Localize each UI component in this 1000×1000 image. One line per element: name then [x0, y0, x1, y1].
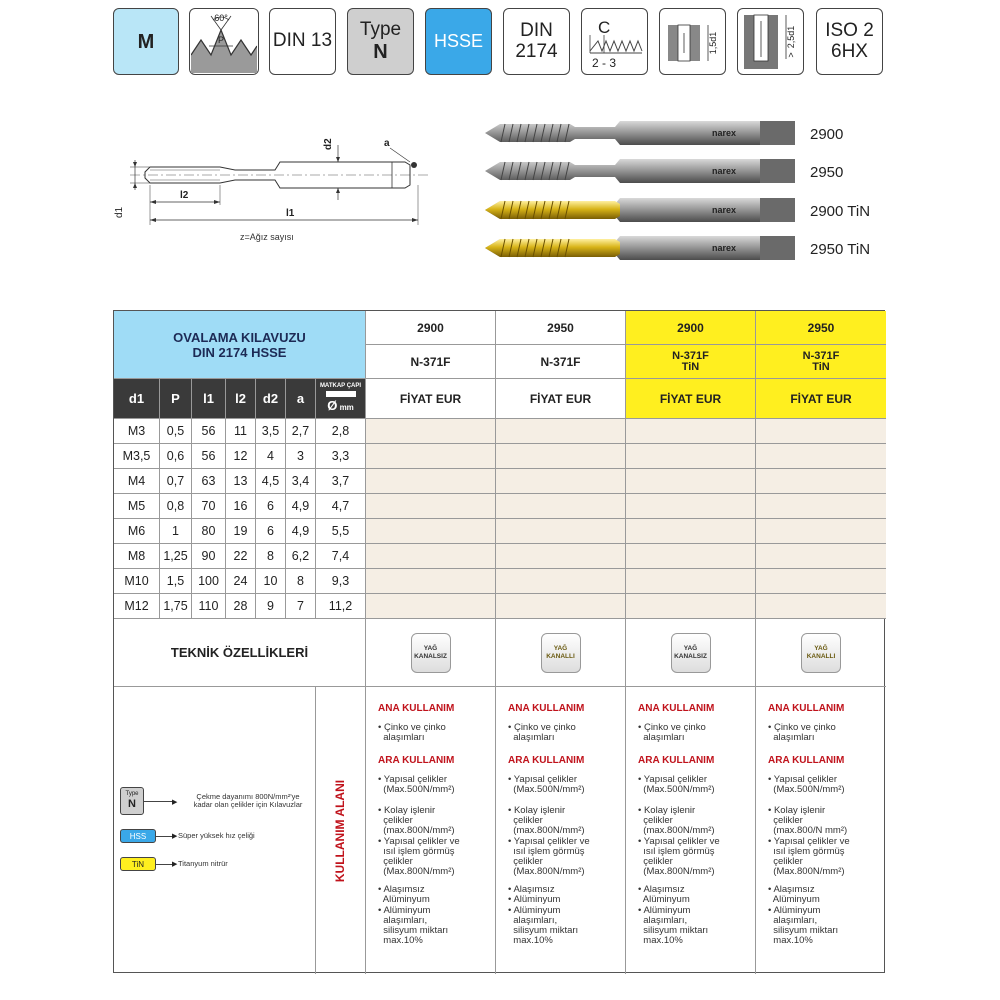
- tap-image-2900: [480, 117, 795, 149]
- row-4-drill: 5,5: [316, 519, 366, 544]
- usage-1-s5-line-1: alaşımları,: [508, 915, 558, 926]
- usage-1-s1-line-0: • Yapısal çelikler: [508, 774, 577, 785]
- usage-3-s4-line-0: • Alaşımsız: [768, 884, 815, 895]
- usage-3-s1-line-0: • Yapısal çelikler: [768, 774, 837, 785]
- table-title: [114, 311, 366, 379]
- usage-3-s3-line-0: • Yapısal çelikler ve: [768, 836, 850, 847]
- usage-1-s5-line-2: silisyum miktarı: [508, 925, 579, 936]
- prod-ref-2-code: N-371F: [672, 349, 709, 362]
- usage-1-s5-line-0: • Alüminyum: [508, 905, 561, 916]
- price-cell-3-0: [366, 494, 496, 519]
- legend-type-value: N: [128, 797, 136, 810]
- usage-2-s3-line-2: çelikler: [638, 856, 673, 867]
- chamfer-svg: [584, 11, 646, 73]
- legend-area: [114, 687, 316, 974]
- row-4-l1: 80: [192, 519, 226, 544]
- legend-type-text1: Çekme dayanımı 800N/mm²'ye: [196, 792, 300, 801]
- usage-1-sec_title: ARA KULLANIM: [508, 755, 585, 766]
- usage-area-label-cell: [316, 687, 366, 974]
- price-cell-4-2: [626, 519, 756, 544]
- price-cell-0-3: [756, 419, 886, 444]
- usage-1-s1-line-1: (Max.500N/mm²): [508, 784, 585, 795]
- usage-3-s2-line-0: • Kolay işlenir: [768, 805, 826, 816]
- legend-type-label: Type: [125, 791, 139, 797]
- drill-header: MATKAP ÇAPI: [319, 383, 362, 390]
- price-cell-5-3: [756, 544, 886, 569]
- prod-ref-2: [626, 345, 756, 379]
- usage-2-s2-line-1: çelikler: [638, 815, 673, 826]
- usage-2-s5-line-1: alaşımları,: [638, 915, 688, 926]
- usage-column-1: [496, 687, 626, 974]
- row-3-l2: 16: [226, 494, 256, 519]
- usage-0-s5-line-2: silisyum miktarı: [378, 925, 449, 936]
- usage-3-s1-line-1: (Max.500N/mm²): [768, 784, 845, 795]
- usage-2-s5-line-3: max.10%: [638, 935, 683, 946]
- col-d1: d1: [114, 379, 160, 419]
- oil-badge-3-line1: YAĞ: [814, 645, 828, 653]
- row-0-d1: M3: [114, 419, 160, 444]
- usage-0-main-line-1: alaşımları: [378, 732, 425, 743]
- row-7-d2: 9: [256, 594, 286, 619]
- oil-badge-cell-3: [756, 619, 886, 687]
- legend-arrow-3: ▶: [172, 861, 178, 868]
- usage-2-main-line-1: alaşımları: [638, 732, 685, 743]
- prod-ref-3: [756, 345, 886, 379]
- usage-1-s3-line-3: (Max.800N/mm²): [508, 866, 585, 877]
- price-cell-6-2: [626, 569, 756, 594]
- row-2-l2: 13: [226, 469, 256, 494]
- d2-dim-label: d2: [323, 138, 334, 150]
- oil-badge-1-line2: KANALLI: [546, 652, 575, 660]
- prod-code-0: 2900: [366, 311, 496, 345]
- prod-ref-3-code: N-371F: [802, 349, 840, 362]
- usage-1-s3-line-2: çelikler: [508, 856, 543, 867]
- metric-thread-icon: [113, 8, 179, 75]
- price-cell-2-1: [496, 469, 626, 494]
- drawing-caption: z=Ağız sayısı: [240, 232, 294, 242]
- row-2-p: 0,7: [160, 469, 192, 494]
- row-5-p: 1,25: [160, 544, 192, 569]
- price-cell-7-3: [756, 594, 886, 619]
- row-3-p: 0,8: [160, 494, 192, 519]
- usage-2-s3-line-3: (Max.800N/mm²): [638, 866, 715, 877]
- row-2-d1: M4: [114, 469, 160, 494]
- metric-label: M: [137, 30, 155, 53]
- col-l1: l1: [192, 379, 226, 419]
- legend-hss-box: HSS: [120, 829, 156, 843]
- blind-hole-icon: [737, 8, 804, 75]
- oil-badge-cell-1: [496, 619, 626, 687]
- price-cell-0-2: [626, 419, 756, 444]
- row-1-d1: M3,5: [114, 444, 160, 469]
- legend-type-text: [178, 793, 318, 809]
- usage-0-s3-line-1: ısıl işlem görmüş: [378, 846, 455, 857]
- type-label: Type: [359, 19, 402, 41]
- oil-badge-0-line2: KANALSIZ: [414, 652, 447, 660]
- price-cell-4-3: [756, 519, 886, 544]
- usage-1-main-line-0: • Çinko ve çinko: [508, 722, 576, 733]
- price-cell-6-0: [366, 569, 496, 594]
- usage-2-sec_title: ARA KULLANIM: [638, 755, 715, 766]
- price-cell-5-0: [366, 544, 496, 569]
- row-2-a: 3,4: [286, 469, 316, 494]
- row-0-p: 0,5: [160, 419, 192, 444]
- row-0-l1: 56: [192, 419, 226, 444]
- usage-1-s2-line-0: • Kolay işlenir: [508, 805, 566, 816]
- row-6-d1: M10: [114, 569, 160, 594]
- prod-code-1: 2950: [496, 311, 626, 345]
- usage-1-s2-line-2: (max.800N/mm²): [508, 825, 585, 836]
- row-2-d2: 4,5: [256, 469, 286, 494]
- usage-column-0: [366, 687, 496, 974]
- table-title-line2: DIN 2174 HSSE: [192, 344, 287, 360]
- usage-0-s5-line-3: max.10%: [378, 935, 423, 946]
- oil-badge-cell-2: [626, 619, 756, 687]
- through-hole-icon: [659, 8, 726, 75]
- pitch-label: P: [217, 35, 225, 45]
- drill-unit-row: Ø mm: [327, 398, 354, 414]
- usage-3-s4-line-1: Alüminyum: [768, 894, 820, 905]
- through-hole-svg: [662, 11, 724, 73]
- row-3-drill: 4,7: [316, 494, 366, 519]
- din13-label: DIN 13: [272, 30, 333, 52]
- row-1-d2: 4: [256, 444, 286, 469]
- a-dim-label: a: [384, 138, 390, 149]
- prod-ref-2-coat: TiN: [681, 360, 700, 373]
- legend-type-text2: kadar olan çelikler için Kılavuzlar: [193, 799, 303, 809]
- row-5-d2: 8: [256, 544, 286, 569]
- row-7-a: 7: [286, 594, 316, 619]
- blind-depth-label: 2,5d1: [785, 25, 796, 48]
- oil-badge-0: [411, 633, 451, 673]
- legend-tin-text: Titanyum nitrür: [178, 859, 228, 868]
- usage-2-s1-line-0: • Yapısal çelikler: [638, 774, 707, 785]
- oil-badge-1: [541, 633, 581, 673]
- usage-column-2: [626, 687, 756, 974]
- row-6-l1: 100: [192, 569, 226, 594]
- usage-2-s2-line-0: • Kolay işlenir: [638, 805, 696, 816]
- oil-badge-0-line1: YAĞ: [423, 645, 438, 653]
- row-7-l2: 28: [226, 594, 256, 619]
- price-cell-3-1: [496, 494, 626, 519]
- usage-3-s3-line-1: ısıl işlem görmüş: [768, 846, 845, 857]
- price-cell-1-1: [496, 444, 626, 469]
- price-cell-7-0: [366, 594, 496, 619]
- tap-image-2950: [480, 155, 795, 187]
- usage-3-s2-line-1: çelikler: [768, 815, 803, 826]
- type-value: N: [373, 40, 388, 63]
- row-6-l2: 24: [226, 569, 256, 594]
- price-cell-5-2: [626, 544, 756, 569]
- oil-badge-2: [671, 633, 711, 673]
- type-n-icon: [347, 8, 414, 75]
- usage-2-s4-line-1: Alüminyum: [638, 894, 690, 905]
- row-2-l1: 63: [192, 469, 226, 494]
- oil-badge-2-line2: KANALSIZ: [674, 652, 707, 660]
- tap-label-2950-tin: 2950 TiN: [810, 241, 871, 258]
- row-0-drill: 2,8: [316, 419, 366, 444]
- row-2-drill: 3,7: [316, 469, 366, 494]
- row-4-d2: 6: [256, 519, 286, 544]
- price-cell-0-1: [496, 419, 626, 444]
- row-6-p: 1,5: [160, 569, 192, 594]
- row-7-d1: M12: [114, 594, 160, 619]
- usage-0-s3-line-3: (Max.800N/mm²): [378, 866, 455, 877]
- usage-1-s5-line-3: max.10%: [508, 935, 553, 946]
- price-0: FİYAT EUR: [366, 379, 496, 419]
- price-3: FİYAT EUR: [756, 379, 886, 419]
- usage-0-main_title: ANA KULLANIM: [378, 703, 455, 714]
- tap-label-2900-tin: 2900 TiN: [810, 203, 871, 220]
- oil-badge-3-line2: KANALLI: [806, 652, 836, 660]
- tolerance-icon: [816, 8, 883, 75]
- row-1-p: 0,6: [160, 444, 192, 469]
- tap-technical-drawing: [110, 120, 440, 250]
- usage-0-s1-line-1: (Max.500N/mm²): [378, 784, 455, 795]
- chamfer-letter: C: [597, 17, 610, 37]
- legend-hss-text: Süper yüksek hız çeliği: [178, 831, 255, 840]
- d1-dim-label: d1: [114, 206, 125, 218]
- row-5-l2: 22: [226, 544, 256, 569]
- col-drill: [316, 379, 366, 419]
- usage-3-s5-line-3: max.10%: [768, 935, 813, 946]
- legend-type-box: [120, 787, 144, 815]
- price-cell-3-2: [626, 494, 756, 519]
- usage-0-s5-line-0: • Alüminyum: [378, 905, 431, 916]
- usage-3-s2-line-2: (max.800/N mm²): [768, 825, 848, 836]
- row-1-l1: 56: [192, 444, 226, 469]
- row-4-p: 1: [160, 519, 192, 544]
- chamfer-icon: [581, 8, 648, 75]
- usage-1-s3-line-0: • Yapısal çelikler ve: [508, 836, 590, 847]
- col-a: a: [286, 379, 316, 419]
- thread-profile-icon: [189, 8, 259, 75]
- row-7-l1: 110: [192, 594, 226, 619]
- usage-3-s5-line-0: • Alüminyum: [768, 905, 821, 916]
- usage-3-sec_title: ARA KULLANIM: [768, 755, 845, 766]
- tap-image-2950-tin: [480, 232, 795, 264]
- usage-2-s2-line-2: (max.800N/mm²): [638, 825, 715, 836]
- usage-3-s5-line-2: silisyum miktarı: [768, 925, 839, 936]
- usage-0-main-line-0: • Çinko ve çinko: [378, 722, 446, 733]
- prod-ref-0: N-371F: [366, 345, 496, 379]
- usage-0-s2-line-2: (max.800N/mm²): [378, 825, 455, 836]
- hsse-icon: [425, 8, 492, 75]
- usage-column-3: [756, 687, 886, 974]
- l1-dim-label: l1: [286, 208, 295, 219]
- usage-3-s3-line-3: (Max.800N/mm²): [768, 866, 845, 877]
- price-cell-0-0: [366, 419, 496, 444]
- usage-2-s5-line-0: • Alüminyum: [638, 905, 691, 916]
- tap-brand-2: narex: [712, 205, 737, 215]
- col-l2: l2: [226, 379, 256, 419]
- usage-1-s3-line-1: ısıl işlem görmüş: [508, 846, 585, 857]
- col-d2: d2: [256, 379, 286, 419]
- price-cell-5-1: [496, 544, 626, 569]
- row-0-d2: 3,5: [256, 419, 286, 444]
- row-4-d1: M6: [114, 519, 160, 544]
- row-3-l1: 70: [192, 494, 226, 519]
- din-label: DIN: [520, 19, 553, 41]
- row-7-p: 1,75: [160, 594, 192, 619]
- row-4-a: 4,9: [286, 519, 316, 544]
- row-7-drill: 11,2: [316, 594, 366, 619]
- oil-badge-3: [801, 633, 841, 673]
- usage-0-s2-line-1: çelikler: [378, 815, 413, 826]
- prod-ref-1: N-371F: [496, 345, 626, 379]
- usage-0-s3-line-2: çelikler: [378, 856, 413, 867]
- prod-code-2: 2900: [626, 311, 756, 345]
- usage-0-s4-line-1: Alüminyum: [378, 894, 430, 905]
- price-cell-6-1: [496, 569, 626, 594]
- legend-arrow-1: ▶: [172, 799, 178, 806]
- blind-hole-svg: [740, 11, 802, 73]
- prod-code-3: 2950: [756, 311, 886, 345]
- price-cell-6-3: [756, 569, 886, 594]
- din-number: 2174: [515, 40, 558, 62]
- prod-ref-3-coat: TiN: [812, 360, 830, 373]
- tap-brand-0: narex: [712, 128, 737, 138]
- price-cell-1-0: [366, 444, 496, 469]
- row-5-d1: M8: [114, 544, 160, 569]
- chamfer-range: 2 - 3: [591, 55, 616, 70]
- row-4-l2: 19: [226, 519, 256, 544]
- price-cell-2-0: [366, 469, 496, 494]
- usage-2-main_title: ANA KULLANIM: [638, 703, 715, 714]
- usage-1-s4-line-0: • Alaşımsız: [508, 884, 555, 895]
- row-0-a: 2,7: [286, 419, 316, 444]
- thread-profile-svg: [191, 10, 257, 73]
- row-1-a: 3: [286, 444, 316, 469]
- row-5-a: 6,2: [286, 544, 316, 569]
- usage-2-s3-line-1: ısıl işlem görmüş: [638, 846, 715, 857]
- hsse-label: HSSE: [433, 30, 484, 51]
- usage-0-sec_title: ARA KULLANIM: [378, 755, 455, 766]
- usage-0-s3-line-0: • Yapısal çelikler ve: [378, 836, 460, 847]
- usage-0-s2-line-0: • Kolay işlenir: [378, 805, 436, 816]
- table-title-line1: OVALAMA KILAVUZU: [173, 329, 306, 345]
- usage-1-s2-line-1: çelikler: [508, 815, 543, 826]
- tolerance-label-2: 6HX: [831, 40, 868, 62]
- col-p: P: [160, 379, 192, 419]
- price-cell-2-2: [626, 469, 756, 494]
- tolerance-label: ISO 2: [825, 19, 874, 41]
- usage-2-s5-line-2: silisyum miktarı: [638, 925, 709, 936]
- legend-arrow-2: ▶: [172, 833, 178, 840]
- row-3-a: 4,9: [286, 494, 316, 519]
- tap-label-2900: 2900: [810, 126, 844, 143]
- blind-gt-label: >: [785, 51, 796, 58]
- price-cell-4-1: [496, 519, 626, 544]
- usage-0-s4-line-0: • Alaşımsız: [378, 884, 425, 895]
- usage-2-s1-line-1: (Max.500N/mm²): [638, 784, 715, 795]
- tap-brand-1: narex: [712, 166, 737, 176]
- l2-dim-label: l2: [180, 190, 189, 201]
- usage-3-main-line-0: • Çinko ve çinko: [768, 722, 836, 733]
- row-6-a: 8: [286, 569, 316, 594]
- oil-badge-cell-0: [366, 619, 496, 687]
- row-5-l1: 90: [192, 544, 226, 569]
- row-1-l2: 12: [226, 444, 256, 469]
- din2174-icon: [503, 8, 570, 75]
- through-depth-label: 1,5d1: [707, 31, 718, 54]
- usage-2-main-line-0: • Çinko ve çinko: [638, 722, 706, 733]
- usage-3-main_title: ANA KULLANIM: [768, 703, 845, 714]
- price-cell-1-3: [756, 444, 886, 469]
- price-1: FİYAT EUR: [496, 379, 626, 419]
- usage-area-label: KULLANIM ALANI: [333, 779, 348, 882]
- row-6-d2: 10: [256, 569, 286, 594]
- usage-3-s3-line-2: çelikler: [768, 856, 803, 867]
- tech-label: TEKNİK ÖZELLİKLERİ: [114, 619, 366, 687]
- oil-badge-1-line1: YAĞ: [553, 645, 568, 653]
- drill-unit: mm: [339, 403, 354, 413]
- usage-0-s1-line-0: • Yapısal çelikler: [378, 774, 447, 785]
- price-cell-7-1: [496, 594, 626, 619]
- legend-tin-box: TiN: [120, 857, 156, 871]
- usage-2-s3-line-0: • Yapısal çelikler ve: [638, 836, 720, 847]
- product-table: [113, 310, 885, 973]
- tap-brand-3: narex: [712, 243, 737, 253]
- usage-1-main_title: ANA KULLANIM: [508, 703, 585, 714]
- row-3-d2: 6: [256, 494, 286, 519]
- row-5-drill: 7,4: [316, 544, 366, 569]
- angle-label: 60°: [214, 13, 228, 23]
- usage-2-s4-line-0: • Alaşımsız: [638, 884, 685, 895]
- row-0-l2: 11: [226, 419, 256, 444]
- tap-label-2950: 2950: [810, 164, 844, 181]
- usage-1-main-line-1: alaşımları: [508, 732, 555, 743]
- price-2: FİYAT EUR: [626, 379, 756, 419]
- usage-0-s5-line-1: alaşımları,: [378, 915, 428, 926]
- price-cell-1-2: [626, 444, 756, 469]
- din13-icon: [269, 8, 336, 75]
- row-1-drill: 3,3: [316, 444, 366, 469]
- usage-3-s5-line-1: alaşımları,: [768, 915, 818, 926]
- usage-1-s4-line-1: • Alüminyum: [508, 894, 561, 905]
- price-cell-7-2: [626, 594, 756, 619]
- row-3-d1: M5: [114, 494, 160, 519]
- usage-3-main-line-1: alaşımları: [768, 732, 815, 743]
- oil-badge-2-line1: YAĞ: [683, 645, 698, 653]
- price-cell-4-0: [366, 519, 496, 544]
- row-6-drill: 9,3: [316, 569, 366, 594]
- tap-image-2900-tin: [480, 194, 795, 226]
- price-cell-2-3: [756, 469, 886, 494]
- price-cell-3-3: [756, 494, 886, 519]
